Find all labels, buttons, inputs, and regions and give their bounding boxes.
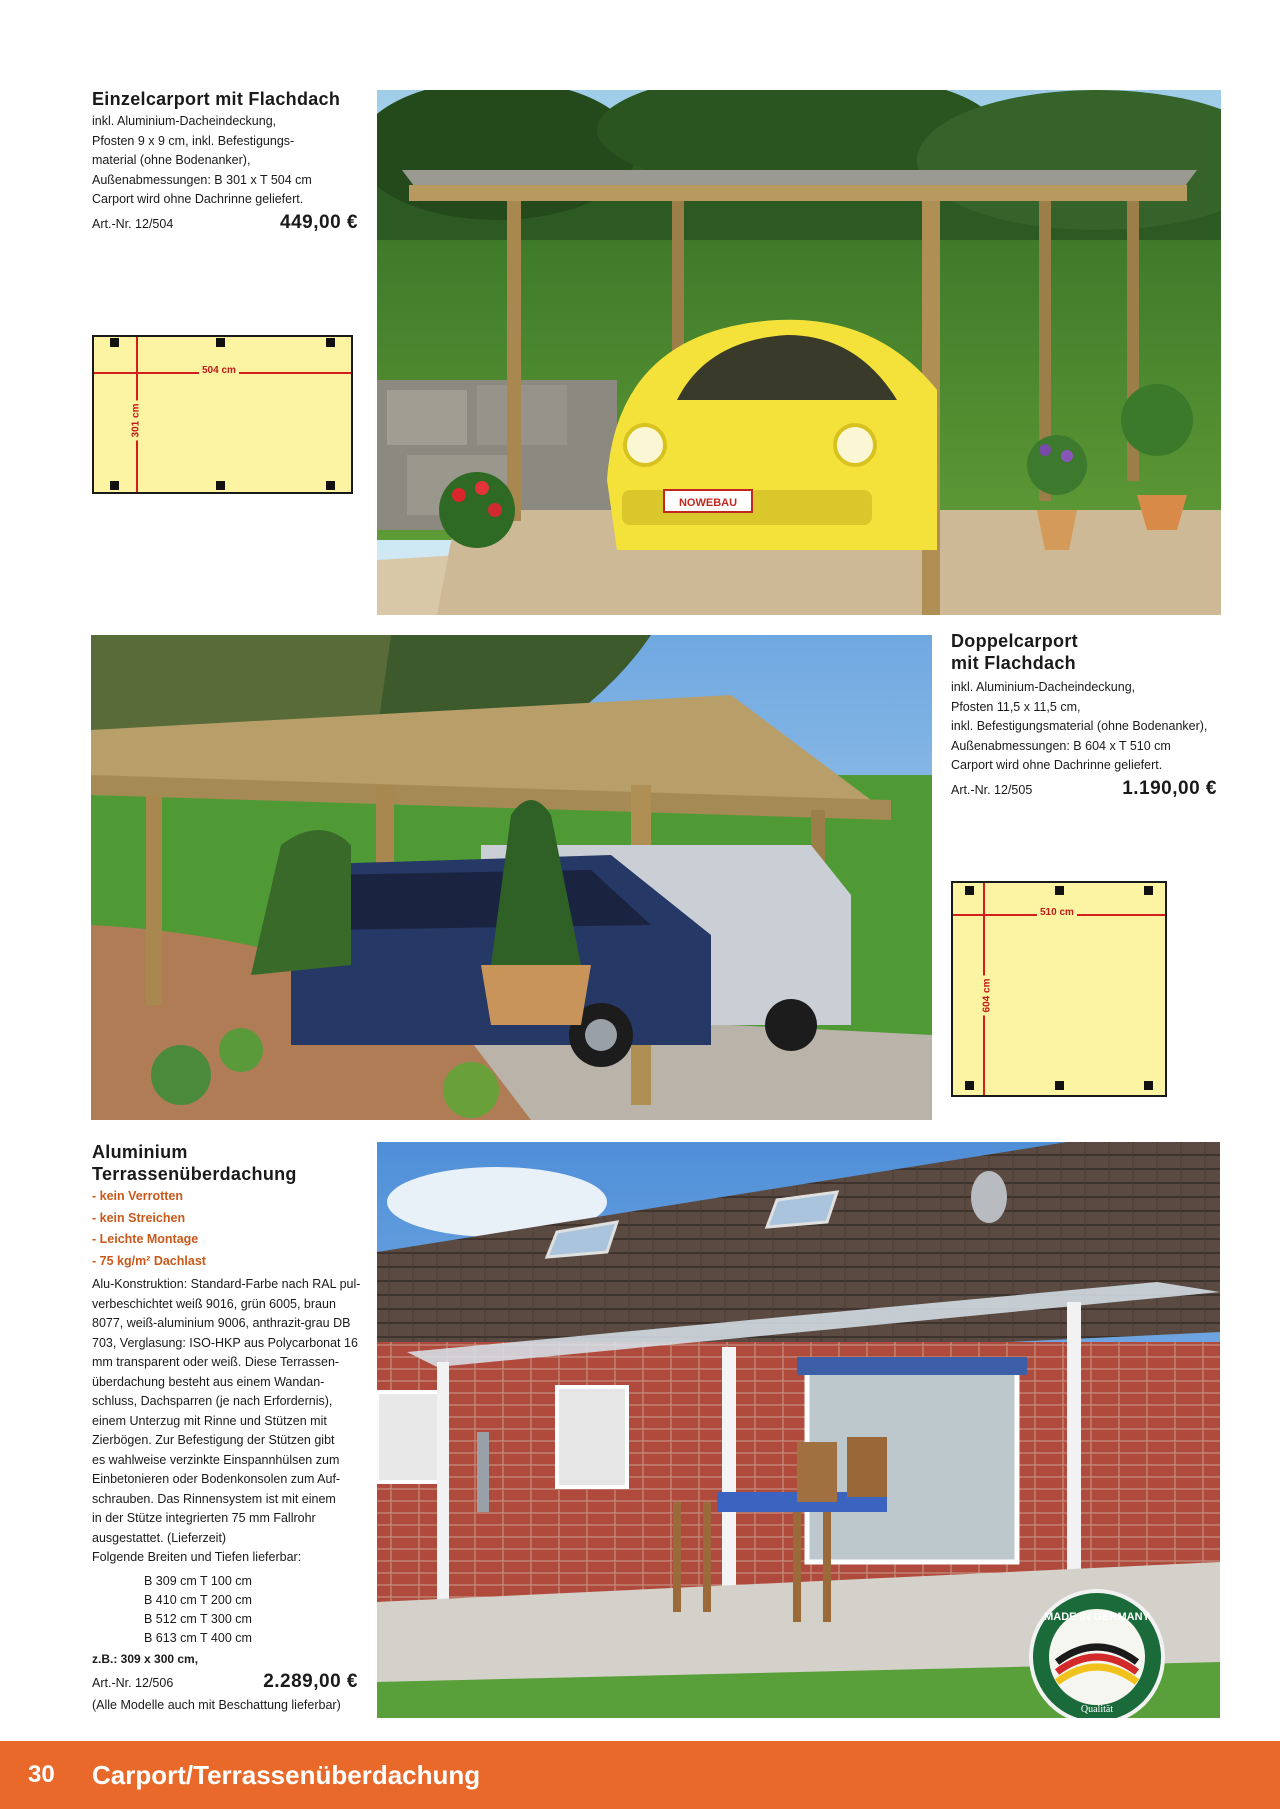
product1-price-row — [92, 212, 358, 234]
product1-description: inkl. Aluminium-Dacheindeckung, Pfosten 9 x 9 cm, inkl. Befestigungs- material (ohne Bodenanker), Außenabmessungen: B 301 x T 504 cm Carport wird ohne Dachrinne geliefert. — [92, 114, 312, 206]
product1-floor-plan — [92, 335, 353, 494]
product3-art-nr: Art.-Nr. 12/506 — [92, 1676, 174, 1690]
product1-depth-label: 301 cm — [130, 401, 141, 441]
product2-photo — [91, 635, 932, 1120]
size-row: B 512 cm T 300 cm — [144, 1612, 252, 1626]
feature-item: - kein Verrotten — [92, 1189, 183, 1203]
feature-item: - Leichte Montage — [92, 1232, 199, 1246]
product3-size-list — [144, 1572, 252, 1648]
page-number: 30 — [28, 1761, 55, 1788]
feature-item: - kein Streichen — [92, 1210, 186, 1225]
product3-title: Aluminium Terrassenüberdachung — [92, 1142, 297, 1184]
size-row: B 309 cm T 100 cm — [144, 1574, 252, 1588]
product3-example: z.B.: 309 x 300 cm, — [92, 1652, 199, 1666]
product2-description: inkl. Aluminium-Dacheindeckung, Pfosten 11,5 x 11,5 cm, inkl. Befestigungsmaterial (ohne Bodenanker), Außenabmessungen: B 604 x T 510 cm Carport wird ohne Dachrinne geliefert. — [951, 680, 1208, 772]
product3-seal-text: MADE IN GERMANY — [1044, 1611, 1150, 1623]
product3-price: 2.289,00 € — [263, 1671, 358, 1692]
product2-art-nr: Art.-Nr. 12/505 — [951, 783, 1033, 797]
section-title: Carport/Terrassenüberdachung — [92, 1760, 481, 1790]
product1-art-nr: Art.-Nr. 12/504 — [92, 217, 174, 231]
product3-seal-subtext: Qualität — [1080, 1704, 1114, 1715]
product2-title: Doppelcarport mit Flachdach — [951, 631, 1078, 673]
product2-width-label: 510 cm — [1037, 907, 1077, 918]
product3-description: Alu-Konstruktion: Standard-Farbe nach RAL pul- verbeschichtet weiß 9016, grün 6005, braun 8077, weiß-aluminium 9006, anthrazit-grau DB 703, Verglasung: ISO-HKP aus Polycarbonat 16 mm transparent oder weiß. Diese Terrassen- überdachung besteht aus einem Wandan- schluss, Dachsparren (je nach Erfordernis), einem Unterzug mit Rinne und Stützen mit Zierbögen. Zur Befestigung der Stützen gibt es wahlweise verzinkte Einspannhülsen zum Einbetonieren oder Bodenkonsolen zum Auf- schrauben. Das Rinnensystem ist mit einem in der Stütze integrierten 75 mm Fallrohr ausgestattet. (Lieferzeit) Folgende Breiten und Tiefen lieferbar: — [92, 1275, 362, 1568]
product1-photo-badge: NOWEBAU — [678, 497, 738, 509]
sizes-intro: Folgende Breiten und Tiefen lieferbar: — [92, 1550, 302, 1564]
product1-title: Einzelcarport mit Flachdach — [92, 89, 341, 109]
product3-photo — [377, 1142, 1220, 1718]
product2-price: 1.190,00 € — [1122, 778, 1217, 799]
product3-note: (Alle Modelle auch mit Beschattung lieferbar) — [92, 1698, 341, 1712]
product1-photo — [377, 90, 1221, 615]
product1-width-label: 504 cm — [199, 365, 239, 376]
product3-feature-list — [92, 1186, 206, 1272]
product1-price: 449,00 € — [280, 212, 358, 233]
feature-item: - 75 kg/m² Dachlast — [92, 1253, 206, 1268]
size-row: B 613 cm T 400 cm — [144, 1631, 252, 1645]
size-row: B 410 cm T 200 cm — [144, 1593, 252, 1607]
product2-floor-plan — [951, 881, 1167, 1097]
product3-price-row — [92, 1671, 358, 1693]
product2-price-row — [951, 778, 1217, 800]
product2-depth-label: 604 cm — [981, 976, 992, 1016]
page-footer — [0, 1741, 1280, 1809]
